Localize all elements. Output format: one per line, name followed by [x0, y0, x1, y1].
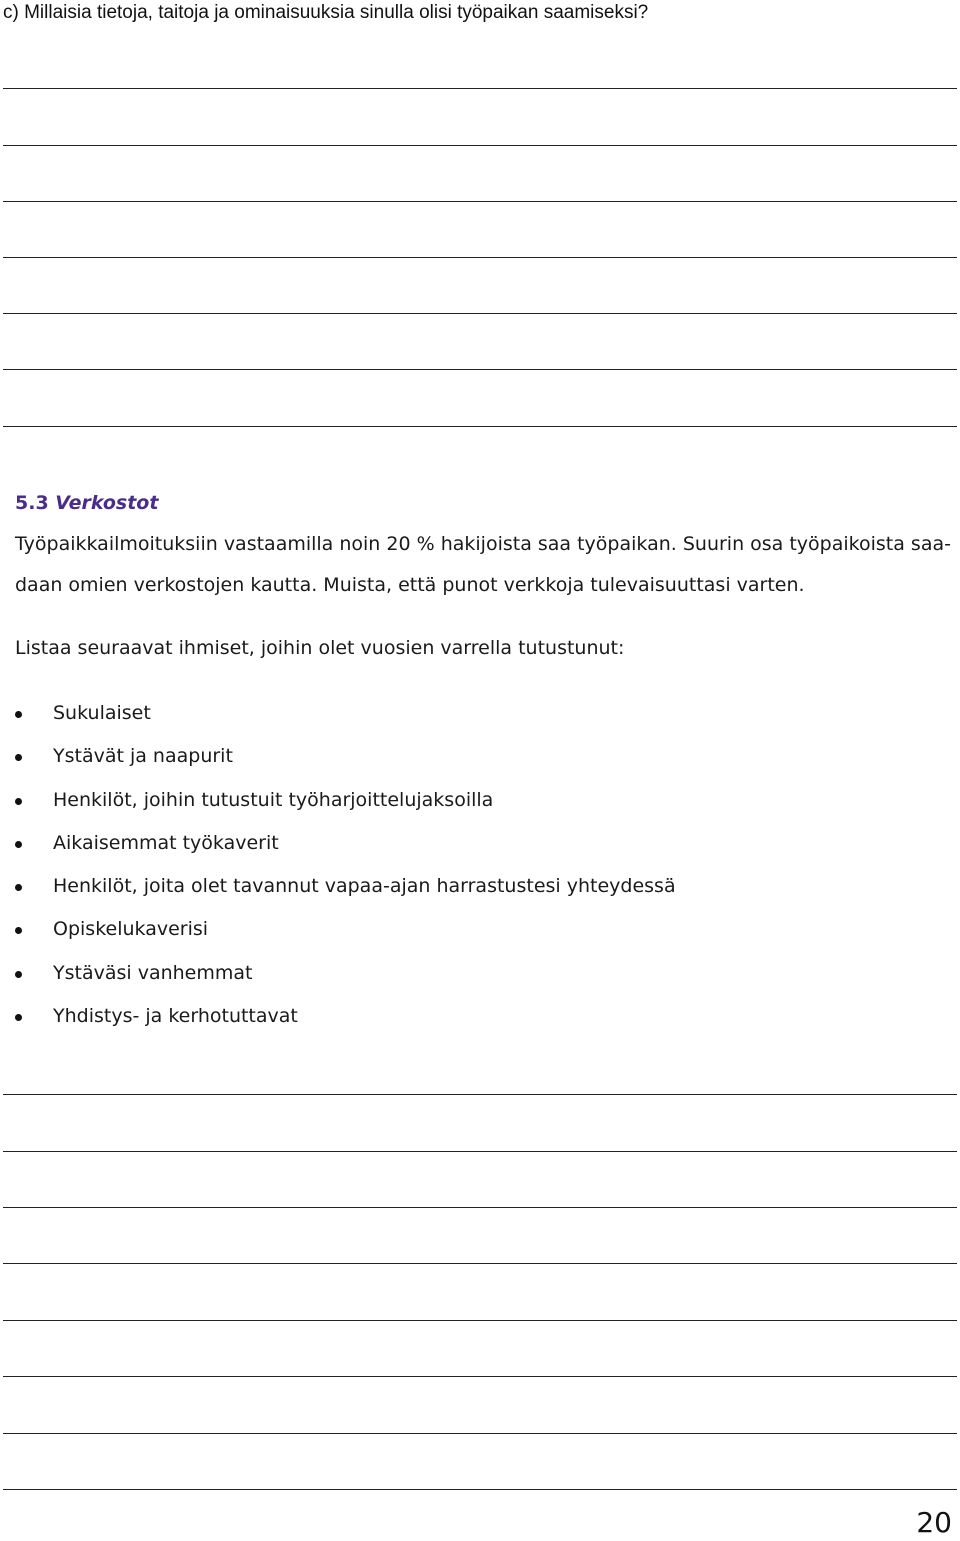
bullet-icon	[15, 971, 22, 978]
answer-line[interactable]	[3, 369, 957, 370]
answer-line[interactable]	[3, 1094, 957, 1095]
answer-line[interactable]	[3, 257, 957, 258]
answer-line[interactable]	[3, 1320, 957, 1321]
question-text: c) Millaisia tietoja, taitoja ja ominaisuuksia sinulla olisi työpaikan saamiseksi?	[3, 2, 649, 23]
list-prompt: Listaa seuraavat ihmiset, joihin olet vuosien varrella tutustunut:	[15, 637, 625, 659]
bullet-icon	[15, 754, 22, 761]
bullet-icon	[15, 711, 22, 718]
section-title: Verkostot	[55, 492, 159, 514]
bullet-icon	[15, 884, 22, 891]
intro-line-2: daan omien verkostojen kautta. Muista, että punot verkkoja tulevaisuuttasi varten.	[15, 574, 805, 596]
answer-line[interactable]	[3, 1207, 957, 1208]
bullet-icon	[15, 927, 22, 934]
answer-line[interactable]	[3, 1433, 957, 1434]
intro-line-1: Työpaikkailmoituksiin vastaamilla noin 20 % hakijoista saa työpaikan. Suurin osa työpaikoista saa-	[15, 533, 951, 555]
answer-line[interactable]	[3, 201, 957, 202]
answer-line[interactable]	[3, 88, 957, 89]
section-number: 5.3	[15, 492, 49, 514]
answer-line[interactable]	[3, 145, 957, 146]
page-number: 20	[916, 1506, 952, 1539]
answer-line[interactable]	[3, 1151, 957, 1152]
answer-line[interactable]	[3, 1376, 957, 1377]
answer-line[interactable]	[3, 1489, 957, 1490]
bullet-icon	[15, 841, 22, 848]
bullet-icon	[15, 1014, 22, 1021]
answer-line[interactable]	[3, 1263, 957, 1264]
answer-line[interactable]	[3, 313, 957, 314]
section-heading	[15, 490, 158, 516]
answer-line[interactable]	[3, 426, 957, 427]
bullet-icon	[15, 798, 22, 805]
